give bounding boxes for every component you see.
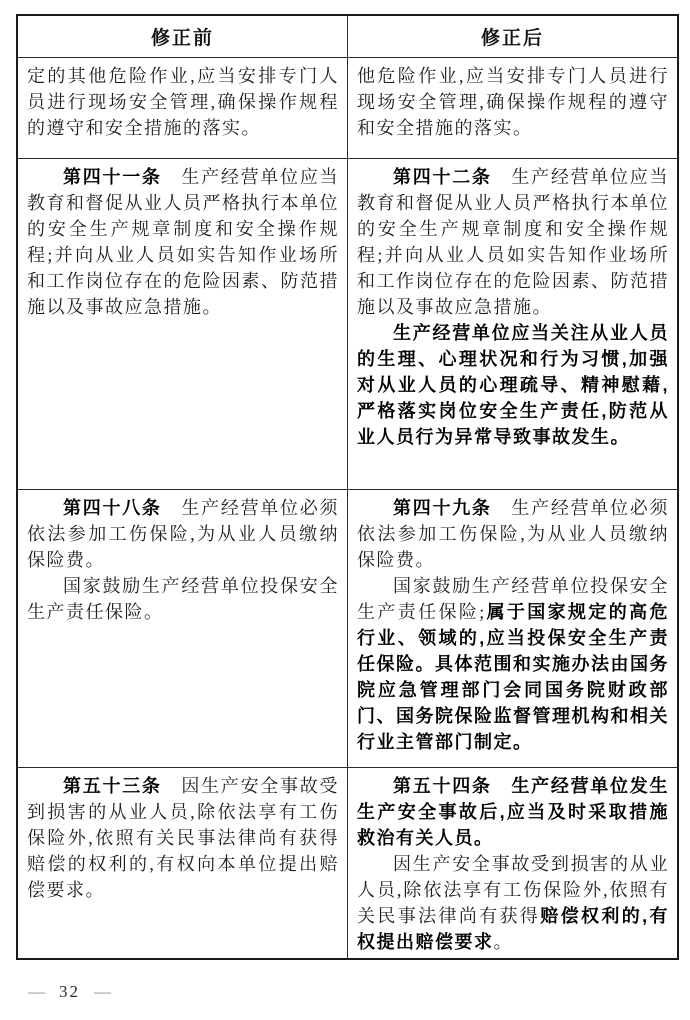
paragraph bbox=[27, 495, 339, 573]
text-run: 因生产安全事故受到损害的从业人员,除依法享有工伤保险外,依照有关民事法律尚有获得赔偿的权利的,有权向本单位提出赔偿要求。 bbox=[27, 775, 340, 900]
paragraph bbox=[357, 851, 669, 955]
paragraph bbox=[27, 773, 339, 903]
cell-after-row-4 bbox=[348, 767, 679, 959]
bold-text-run: 第四十二条 bbox=[393, 166, 492, 187]
text-run: 生产经营单位应当教育和督促从业人员严格执行本单位的安全生产规章制度和安全操作规程;并向从业人员如实告知作业场所和工作岗位存在的危险因素、防范措施以及事故应急措施。 bbox=[357, 166, 670, 317]
paragraph bbox=[357, 164, 669, 320]
paragraph bbox=[27, 63, 339, 141]
page-number: 32 bbox=[59, 982, 80, 1001]
bold-text-run: 第四十一条 bbox=[63, 166, 162, 187]
amendment-comparison-table bbox=[16, 14, 679, 960]
text-run: 他危险作业,应当安排专门人员进行现场安全管理,确保操作规程的遵守和安全措施的落实。 bbox=[357, 65, 669, 138]
comparison-row-4 bbox=[17, 767, 678, 959]
bold-text-run: 第五十四条 生产经营单位发生生产安全事故后,应当及时采取措施救治有关人员。 bbox=[357, 775, 669, 848]
text-run: 因生产安全事故受到损害的从业人员,除依法享有工伤保险外,依照有关民事法律尚有获得 bbox=[357, 853, 669, 926]
comparison-row-2 bbox=[17, 158, 678, 489]
paragraph bbox=[357, 573, 669, 755]
paragraph bbox=[357, 495, 669, 573]
cell-before-row-3 bbox=[17, 489, 348, 767]
footer-dash-right: — bbox=[94, 982, 111, 1001]
text-run: 。 bbox=[493, 931, 513, 952]
bold-text-run: 赔偿权利的,有权提出赔偿要求 bbox=[357, 905, 669, 952]
paragraph bbox=[27, 164, 339, 320]
bold-text-run: 生产经营单位应当关注从业人员的生理、心理状况和行为习惯,加强对从业人员的心理疏导、精神慰藉,严格落实岗位安全生产责任,防范从业人员行为异常导致事故发生。 bbox=[357, 322, 669, 447]
text-run: 定的其他危险作业,应当安排专门人员进行现场安全管理,确保操作规程的遵守和安全措施的落实。 bbox=[27, 65, 339, 138]
text-run: 国家鼓励生产经营单位投保安全生产责任保险; bbox=[357, 575, 669, 622]
footer-dash-left: — bbox=[28, 982, 45, 1001]
paragraph bbox=[27, 573, 339, 625]
paragraph bbox=[357, 63, 669, 141]
paragraph bbox=[357, 773, 669, 851]
bold-text-run: 第五十三条 bbox=[63, 775, 162, 796]
column-header-before: 修正前 bbox=[17, 15, 348, 57]
bold-text-run: 第四十八条 bbox=[63, 497, 162, 518]
page-footer bbox=[28, 982, 111, 1002]
text-run: 生产经营单位应当教育和督促从业人员严格执行本单位的安全生产规章制度和安全操作规程;并向从业人员如实告知作业场所和工作岗位存在的危险因素、防范措施以及事故应急措施。 bbox=[27, 166, 340, 317]
text-run: 生产经营单位必须依法参加工伤保险,为从业人员缴纳保险费。 bbox=[357, 497, 670, 570]
text-run: 国家鼓励生产经营单位投保安全生产责任保险。 bbox=[27, 575, 339, 622]
bold-text-run: 第四十九条 bbox=[393, 497, 492, 518]
comparison-row-1 bbox=[17, 57, 678, 158]
paragraph bbox=[357, 320, 669, 450]
cell-before-row-2 bbox=[17, 158, 348, 489]
table-header-row bbox=[17, 15, 678, 57]
cell-after-row-3 bbox=[348, 489, 679, 767]
cell-before-row-4 bbox=[17, 767, 348, 959]
cell-before-row-1 bbox=[17, 57, 348, 158]
column-header-after: 修正后 bbox=[348, 15, 679, 57]
comparison-row-3 bbox=[17, 489, 678, 767]
cell-after-row-2 bbox=[348, 158, 679, 489]
text-run: 生产经营单位必须依法参加工伤保险,为从业人员缴纳保险费。 bbox=[27, 497, 340, 570]
bold-text-run: 属于国家规定的高危行业、领域的,应当投保安全生产责任保险。具体范围和实施办法由国务院应急管理部门会同国务院财政部门、国务院保险监督管理机构和相关行业主管部门制定。 bbox=[357, 601, 669, 752]
cell-after-row-1 bbox=[348, 57, 679, 158]
